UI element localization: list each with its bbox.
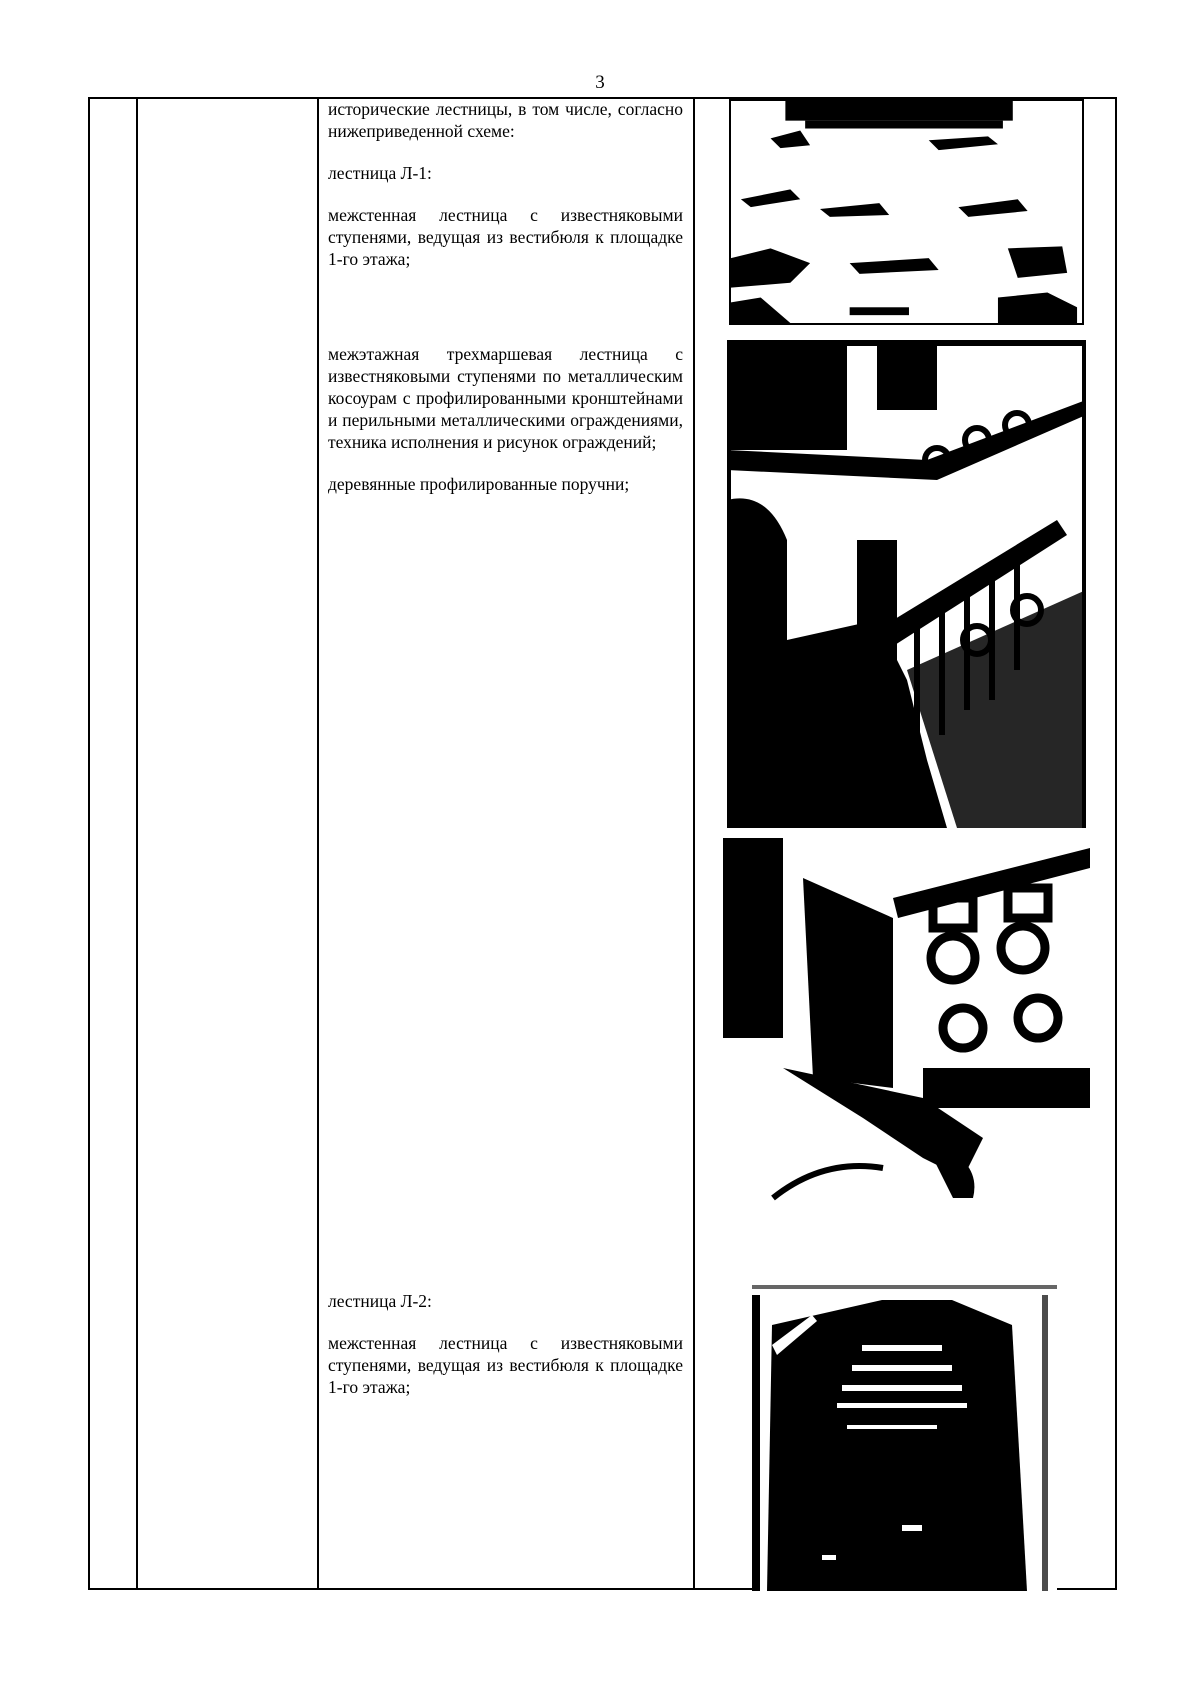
text-block-l1 [328, 98, 683, 290]
photo-stair-l1-steps [729, 99, 1084, 325]
paragraph-interfloor-stair: межэтажная трехмаршевая лестница с известняковыми ступенями по металлическим косоурам с профилированными кронштейнами и перильными металлическими ограждениями, техника исполнения и рисунок ограждений; [328, 344, 683, 452]
column-divider-2 [317, 99, 319, 1588]
column-divider-1 [136, 99, 138, 1588]
column-divider-3 [693, 99, 695, 1588]
text-block-interfloor [328, 343, 683, 515]
paragraph-handrails: деревянные профилированные поручни; [328, 474, 630, 494]
paragraph-stair-l1-desc: межстенная лестница с известняковыми ступенями, ведущая из вестибюля к площадке 1-го этажа; [328, 205, 683, 269]
paragraph-stair-l2-title: лестница Л-2: [328, 1291, 432, 1311]
paragraph-stair-l2-desc: межстенная лестница с известняковыми ступенями, ведущая из вестибюля к площадке 1-го этажа; [328, 1333, 683, 1397]
paragraph-stair-l1-title: лестница Л-1: [328, 163, 432, 183]
photo-railing-detail [723, 838, 1090, 1228]
text-block-l2 [328, 1290, 683, 1418]
paragraph-intro: исторические лестницы, в том числе, согласно нижеприведенной схеме: [328, 99, 683, 141]
page-number: 3 [595, 72, 605, 93]
photo-stair-l2 [752, 1285, 1057, 1591]
photo-interfloor-stair [727, 340, 1086, 828]
